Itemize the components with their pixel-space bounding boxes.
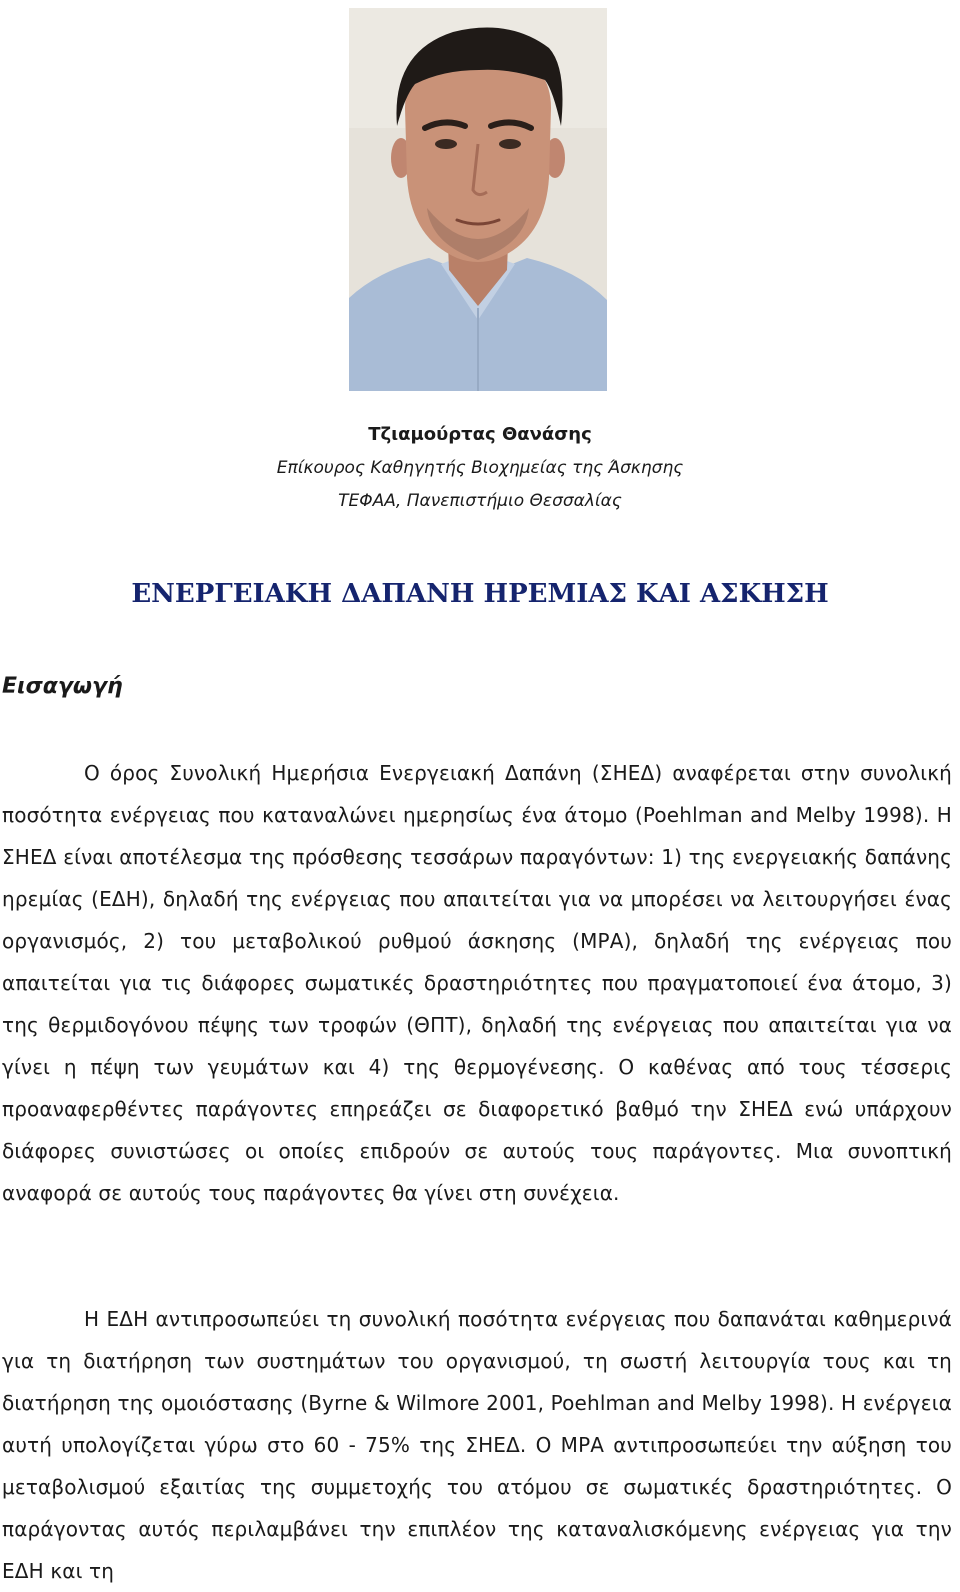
- author-title: Επίκουρος Καθηγητής Βιοχημείας της Άσκησης: [276, 458, 684, 478]
- document-title: ΕΝΕΡΓΕΙΑΚΗ ΔΑΠΑΝΗ ΗΡΕΜΙΑΣ ΚΑΙ ΑΣΚΗΣΗ: [131, 579, 829, 609]
- author-photo: [349, 8, 607, 391]
- section-heading: Εισαγωγή: [2, 674, 123, 699]
- author-affiliation: ΤΕΦΑΑ, Πανεπιστήμιο Θεσσαλίας: [338, 491, 622, 511]
- body-paragraph: Ο όρος Συνολική Ημερήσια Ενεργειακή Δαπάνη (ΣΗΕΔ) αναφέρεται στην συνολική ποσότητα ενέργειας που καταναλώνει ημερησίως ένα άτομο (Poehlman and Melby 1998). Η ΣΗΕΔ είναι αποτέλεσμα της πρόσθεσης τεσσάρων παραγόντων: 1) της ενεργειακής δαπάνης ηρεμίας (ΕΔΗ), δηλαδή της ενέργειας που απαιτείται για να μπορέσει να λειτουργήσει ένας οργανισμός, 2) του μεταβολικού ρυθμού άσκησης (ΜΡΑ), δηλαδή της ενέργειας που απαιτείται για τις διάφορες σωματικές δραστηριότητες που πραγματοποιεί ένα άτομο, 3) της θερμιδογόνου πέψης των τροφών (ΘΠΤ), δηλαδή της ενέργειας που απαιτείται για να γίνει η πέψη των γευμάτων και 4) της θερμογένεσης. Ο καθένας από τους τέσσερις προαναφερθέντες παράγοντες επηρεάζει σε διαφορετικό βαθμό την ΣΗΕΔ ενώ υπάρχουν διάφορες συνιστώσες οι οποίες επιδρούν σε αυτούς τους παράγοντες. Μια συνοπτική αναφορά σε αυτούς τους παράγοντες θα γίνει στη συνέχεια.: [2, 761, 952, 1205]
- body-paragraph: Η ΕΔΗ αντιπροσωπεύει τη συνολική ποσότητα ενέργειας που δαπανάται καθημερινά για τη διατήρηση των συστημάτων του οργανισμού, τη σωστή λειτουργία τους και τη διατήρηση της ομοιόστασης (Byrne & Wilmore 2001, Poehlman and Melby 1998). Η ενέργεια αυτή υπολογίζεται γύρω στο 60 - 75% της ΣΗΕΔ. Ο ΜΡΑ αντιπροσωπεύει την αύξηση του μεταβολισμού εξαιτίας της συμμετοχής του ατόμου σε σωματικές δραστηριότητες. Ο παράγοντας αυτός περιλαμβάνει την επιπλέον της καταναλισκόμενης ενέργειας για την ΕΔΗ και τη: [2, 1307, 952, 1583]
- author-name: Τζιαμούρτας Θανάσης: [368, 424, 592, 445]
